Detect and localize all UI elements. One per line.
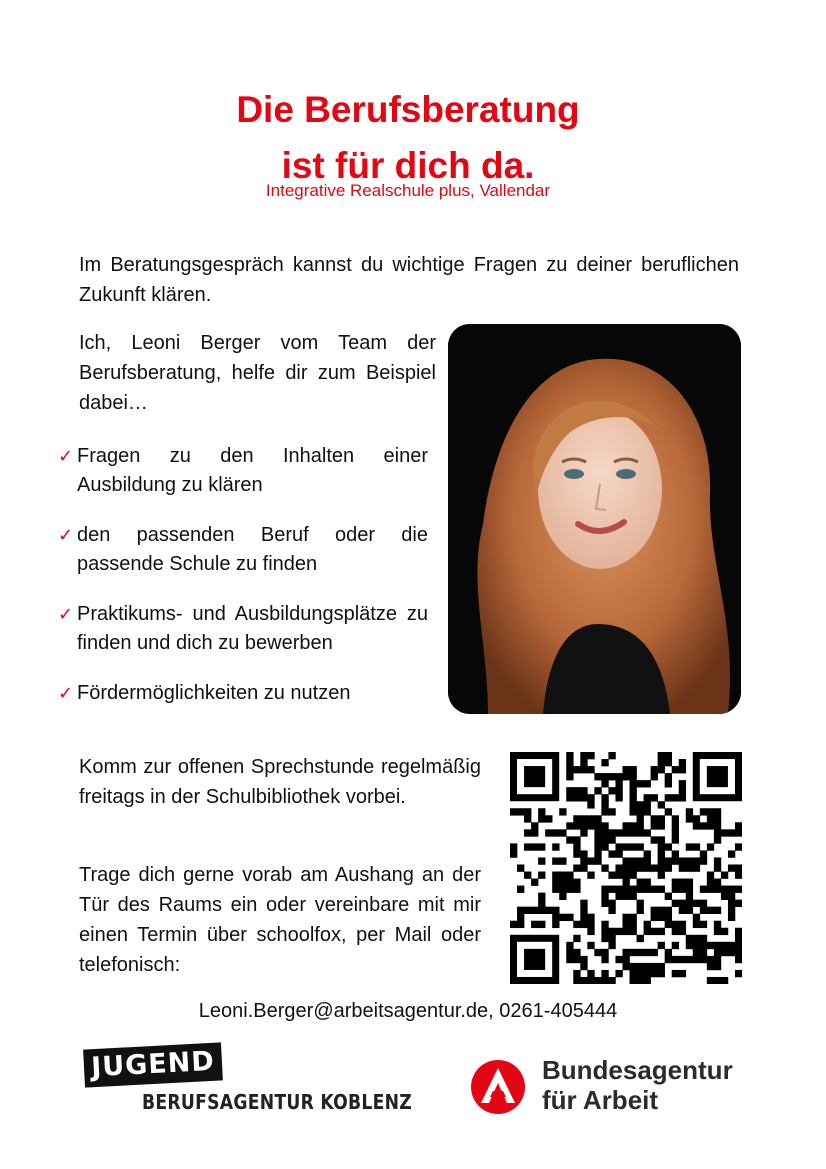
checkmark-icon: ✓	[58, 525, 74, 545]
bundesagentur-name	[542, 1055, 733, 1115]
ba-line-1: Bundesagentur	[542, 1055, 733, 1085]
advisor-intro-paragraph: Ich, Leoni Berger vom Team der Berufsberatung, helfe dir zum Beispiel dabei…	[79, 332, 436, 414]
list-item-text: den passenden Beruf oder die passende Schule zu finden	[77, 524, 428, 575]
title-line-1: Die Berufsberatung	[236, 89, 580, 130]
ba-line-2: für Arbeit	[542, 1085, 659, 1115]
list-item-text: Praktikums- und Ausbildungsplätze zu finden und dich zu bewerben	[77, 603, 428, 654]
list-item-text: Fördermöglichkeiten zu nutzen	[77, 682, 351, 704]
jugend-logo-word: JUGEND	[83, 1042, 223, 1087]
checkmark-icon: ✓	[58, 446, 74, 466]
qr-code-graphic[interactable]	[510, 752, 742, 984]
list-item	[58, 521, 428, 579]
list-item	[58, 600, 428, 658]
advisor-portrait-photo	[448, 324, 741, 714]
office-hours-paragraph: Komm zur offenen Sprechstunde regelmäßig freitags in der Schulbibliothek vorbei.	[79, 756, 481, 808]
list-item	[58, 442, 428, 500]
title-line-2: ist für dich da.	[281, 145, 535, 186]
jugend-berufsagentur-logo	[80, 1040, 412, 1122]
qr-code-icon[interactable]	[510, 752, 742, 984]
bundesagentur-a-icon	[470, 1059, 526, 1115]
page-title	[0, 82, 816, 194]
checkmark-icon: ✓	[58, 683, 74, 703]
help-checklist	[58, 442, 428, 729]
school-subtitle: Integrative Realschule plus, Vallendar	[265, 181, 551, 200]
bundesagentur-logo	[470, 1055, 770, 1119]
signup-paragraph: Trage dich gerne vorab am Aushang an der Tür des Raums ein oder vereinbare mit mir einen Termin über schoolfox, per Mail oder telefonisch:	[79, 864, 481, 976]
portrait-photo-icon	[448, 324, 741, 714]
berufsagentur-koblenz-text: BERUFSAGENTUR KOBLENZ	[142, 1090, 412, 1114]
intro-paragraph: Im Beratungsgespräch kannst du wichtige Fragen zu deiner beruflichen Zukunft klären.	[79, 254, 739, 306]
list-item	[58, 679, 428, 708]
contact-line: Leoni.Berger@arbeitsagentur.de, 0261-405444	[198, 1000, 618, 1022]
checkmark-icon: ✓	[58, 604, 74, 624]
list-item-text: Fragen zu den Inhalten einer Ausbildung zu klären	[77, 445, 428, 496]
